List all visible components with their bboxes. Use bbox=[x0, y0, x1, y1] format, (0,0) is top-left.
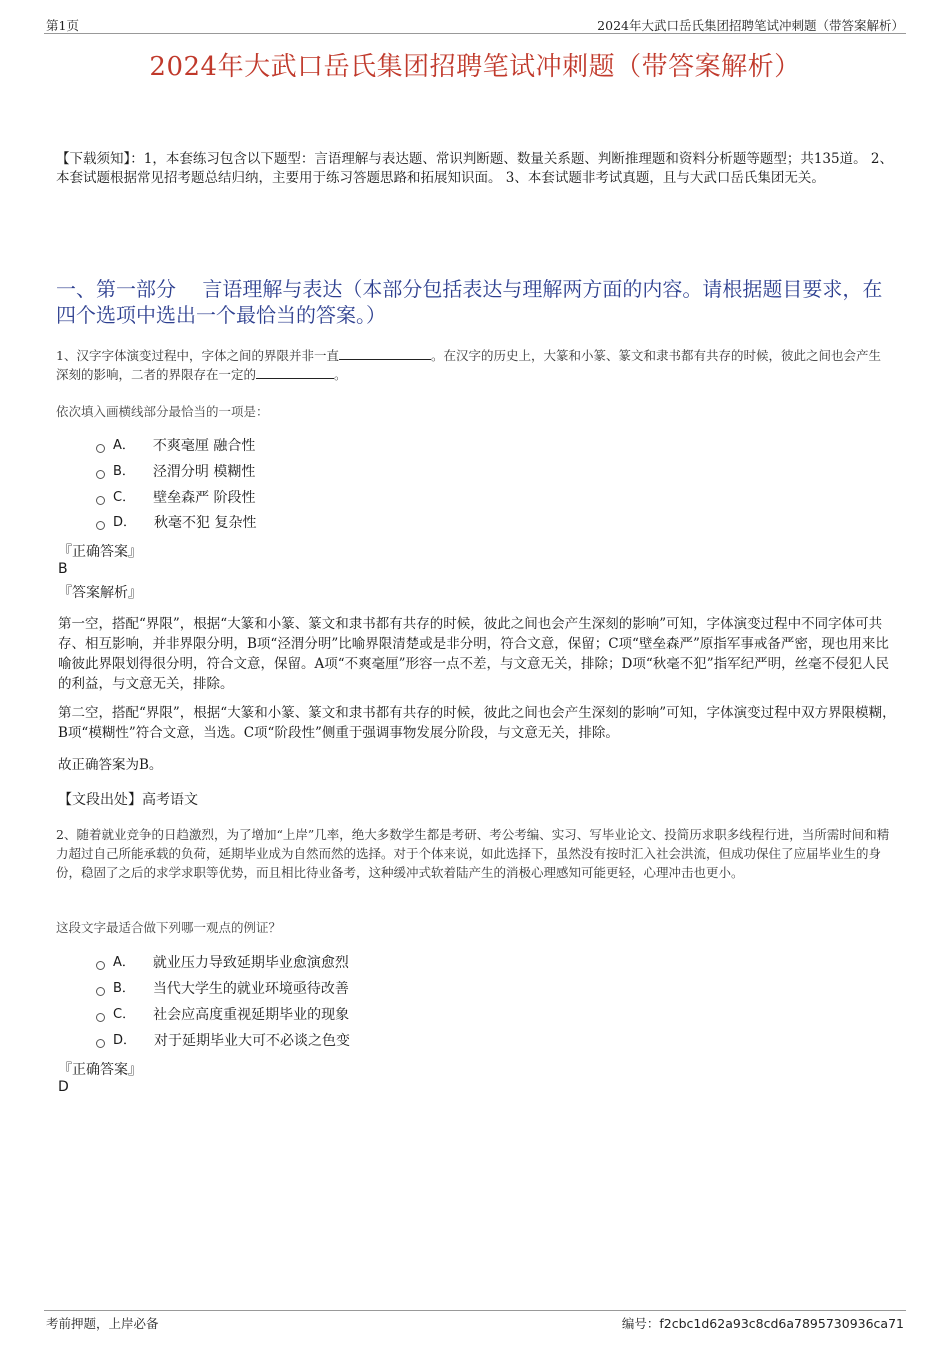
download-notice: 【下载须知】：1，本套练习包含以下题型：言语理解与表达题、常识判断题、数量关系题、判断推理题和资料分析题等题型；共135道。 2、本套试题根据常见招考题总结归纳，主要用于练习答题思路和拓展知识面。 3、本套试题非考试真题，且与大武口岳氏集团无关。 bbox=[56, 151, 893, 186]
fill-blank-2 bbox=[256, 366, 334, 379]
radio-icon[interactable] bbox=[96, 987, 105, 996]
footer-document-code bbox=[622, 1314, 904, 1332]
q1-answer-label: 『正确答案』 bbox=[58, 544, 142, 560]
option-letter: A． bbox=[113, 955, 135, 970]
question-1-text-c: 。 bbox=[334, 367, 347, 382]
q1-option-b[interactable] bbox=[96, 462, 255, 482]
option-text: 泾渭分明 模糊性 bbox=[152, 464, 256, 480]
q2-answer-label: 『正确答案』 bbox=[58, 1062, 142, 1078]
q1-source: 【文段出处】高考语文 bbox=[58, 792, 198, 808]
header-divider bbox=[44, 33, 906, 34]
q1-analysis-label: 『答案解析』 bbox=[58, 585, 142, 601]
radio-icon[interactable] bbox=[96, 470, 105, 479]
radio-icon[interactable] bbox=[96, 496, 105, 505]
radio-icon[interactable] bbox=[96, 444, 105, 453]
option-letter: A． bbox=[113, 438, 135, 453]
option-letter: C． bbox=[113, 1007, 136, 1022]
q2-option-c[interactable] bbox=[96, 1005, 349, 1025]
option-text: 壁垒森严 阶段性 bbox=[153, 490, 256, 506]
footer-divider bbox=[44, 1310, 906, 1311]
option-text: 社会应高度重视延期毕业的现象 bbox=[153, 1007, 350, 1023]
radio-icon[interactable] bbox=[96, 1013, 105, 1022]
question-2-stem: 2、随着就业竞争的日趋激烈，为了增加“上岸”几率，绝大多数学生都是考研、考公考编、实习、写毕业论文、投简历求职多线程行进，当所需时间和精力超过自己所能承载的负荷，延期毕业成为自然而然的选择。对于个体来说，如此选择下，虽然没有按时汇入社会洪流，但成功保住了应届毕业生的身份，稳固了之后的求学求职等优势，而且相比待业备考，这种缓冲式软着陆产生的消极心理感知可能更轻，心理冲击也更小。 bbox=[56, 827, 890, 880]
question-1-stem bbox=[56, 346, 892, 384]
q2-option-d[interactable] bbox=[96, 1031, 350, 1051]
option-text: 就业压力导致延期毕业愈演愈烈 bbox=[152, 955, 349, 971]
option-letter: B． bbox=[113, 981, 135, 996]
radio-icon[interactable] bbox=[96, 521, 105, 530]
q2-answer: D bbox=[58, 1079, 69, 1095]
q1-option-a[interactable] bbox=[96, 436, 255, 456]
q1-option-d[interactable] bbox=[96, 513, 256, 533]
section-heading: 一、第一部分 言语理解与表达（本部分包括表达与理解两方面的内容。请根据题目要求，在四个选项中选出一个最恰当的答案。） bbox=[56, 277, 883, 327]
document-title: 2024年大武口岳氏集团招聘笔试冲刺题（带答案解析） bbox=[149, 52, 801, 82]
radio-icon[interactable] bbox=[96, 1039, 105, 1048]
radio-icon[interactable] bbox=[96, 961, 105, 970]
question-2-instruction: 这段文字最适合做下列哪一观点的例证？ bbox=[56, 920, 282, 935]
q1-answer: B bbox=[58, 561, 68, 577]
fill-blank-1 bbox=[339, 347, 431, 360]
q1-analysis-conclusion: 故正确答案为B。 bbox=[58, 757, 163, 773]
code-label: 编号： bbox=[621, 1316, 660, 1331]
option-letter: D． bbox=[113, 1033, 137, 1048]
question-1-text-b: 。在汉字的历史上，大篆和小篆、篆文和隶书都有共存的时候，彼此之间也会产生深刻的影响，二者的界限存在一定的 bbox=[56, 348, 881, 382]
option-letter: C． bbox=[113, 490, 136, 505]
option-text: 对于延期毕业大可不必谈之色变 bbox=[154, 1033, 351, 1049]
option-text: 秋毫不犯 复杂性 bbox=[154, 515, 257, 531]
running-header-title: 2024年大武口岳氏集团招聘笔试冲刺题（带答案解析） bbox=[597, 18, 904, 33]
q1-analysis-paragraph-2: 第二空，搭配“界限”，根据“大篆和小篆、篆文和隶书都有共存的时候，彼此之间也会产生深刻的影响”可知，字体演变过程中双方界限模糊，B项“模糊性”符合文意，当选。C项“阶段性”侧重于强调事物发展分阶段，与文意无关，排除。 bbox=[58, 705, 896, 741]
q1-analysis-paragraph-1: 第一空，搭配“界限”，根据“大篆和小篆、篆文和隶书都有共存的时候，彼此之间也会产生深刻的影响”可知，字体演变过程中不同字体可共存、相互影响，并非界限分明，B项“泾渭分明”比喻界限清楚或是非分明，符合文意，保留；C项“壁垒森严”原指军事戒备严密，现也用来比喻彼此界限划得很分明，符合文意，保留。A项“不爽毫厘”形容一点不差，与文意无关，排除；D项“秋毫不犯”指军纪严明，丝毫不侵犯人民的利益，与文意无关，排除。 bbox=[58, 616, 890, 692]
page-number: 第1页 bbox=[46, 18, 79, 33]
q2-option-b[interactable] bbox=[96, 979, 349, 999]
option-letter: D． bbox=[113, 515, 137, 530]
q1-option-c[interactable] bbox=[96, 488, 256, 508]
code-value: f2cbc1d62a93c8cd6a7895730936ca71 bbox=[659, 1316, 904, 1331]
question-1-text-a: 1、汉字字体演变过程中，字体之间的界限并非一直 bbox=[56, 348, 339, 363]
option-text: 不爽毫厘 融合性 bbox=[152, 438, 256, 454]
footer-slogan: 考前押题，上岸必备 bbox=[46, 1316, 159, 1331]
option-letter: B． bbox=[113, 464, 135, 479]
q2-option-a[interactable] bbox=[96, 953, 349, 973]
question-1-instruction: 依次填入画横线部分最恰当的一项是： bbox=[56, 404, 269, 419]
option-text: 当代大学生的就业环境亟待改善 bbox=[152, 981, 349, 997]
